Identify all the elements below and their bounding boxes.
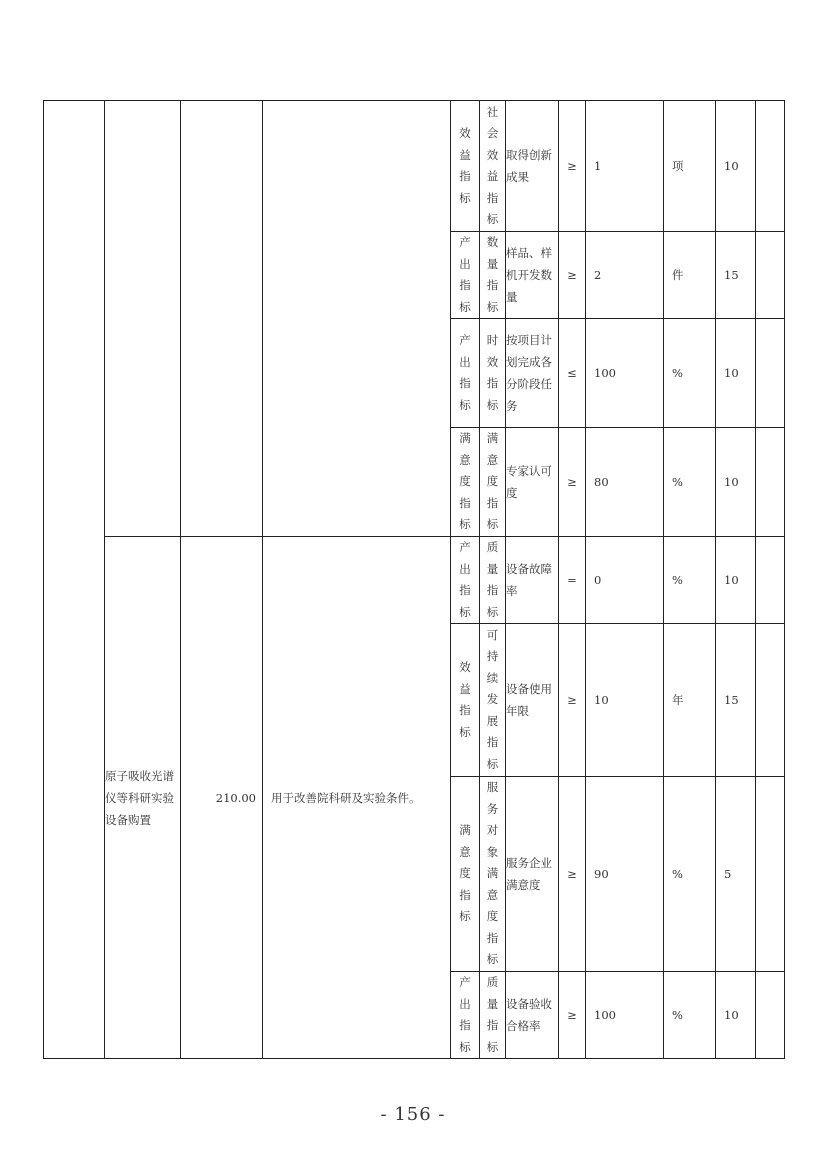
unit: % (664, 319, 716, 428)
unit: % (664, 972, 716, 1059)
level1-indicator: 满意度指标 (459, 823, 471, 924)
level1-indicator: 产出指标 (459, 333, 471, 412)
score: 5 (716, 777, 756, 972)
remark-cell (756, 777, 785, 972)
indicator-name: 取得创新成果 (506, 101, 559, 232)
indicator-name: 样品、样机开发数量 (506, 232, 559, 319)
level1-indicator: 产出指标 (459, 540, 471, 619)
department-cell (44, 101, 105, 1059)
level2-indicator: 质量指标 (486, 975, 499, 1054)
indicator-name: 设备故障率 (506, 537, 559, 624)
indicator-name: 设备使用年限 (506, 624, 559, 777)
target-value: 0 (586, 537, 664, 624)
score: 10 (716, 537, 756, 624)
score: 10 (716, 101, 756, 232)
unit: 项 (664, 101, 716, 232)
operator: = (559, 537, 586, 624)
level2-indicator: 服务对象满意度指标 (486, 780, 499, 967)
level2-indicator: 可持续发展指标 (486, 627, 499, 771)
score: 15 (716, 624, 756, 777)
level2-indicator: 满意度指标 (486, 431, 499, 532)
operator: ≥ (559, 101, 586, 232)
level2-indicator: 时效指标 (486, 333, 499, 412)
level1-indicator: 效益指标 (459, 660, 471, 739)
amount-cell: 210.00 (181, 537, 263, 1059)
purpose-cell (263, 101, 451, 537)
remark-cell (756, 232, 785, 319)
level1-indicator: 效益指标 (459, 126, 471, 205)
indicator-name: 专家认可度 (506, 428, 559, 537)
score: 10 (716, 428, 756, 537)
level1-indicator: 满意度指标 (459, 431, 471, 532)
indicator-name: 服务企业满意度 (506, 777, 559, 972)
page-number: - 156 - (380, 1104, 446, 1125)
remark-cell (756, 319, 785, 428)
performance-table (43, 100, 785, 1059)
operator: ≥ (559, 428, 586, 537)
remark-cell (756, 428, 785, 537)
target-value: 80 (586, 428, 664, 537)
target-value: 100 (586, 972, 664, 1059)
level2-indicator: 质量指标 (486, 540, 499, 619)
target-value: 100 (586, 319, 664, 428)
level2-indicator: 社会效益指标 (486, 104, 499, 226)
project-name-cell: 原子吸收光谱仪等科研实验设备购置 (105, 537, 181, 1059)
target-value: 90 (586, 777, 664, 972)
remark-cell (756, 537, 785, 624)
unit: 年 (664, 624, 716, 777)
level2-indicator: 数量指标 (486, 235, 499, 314)
operator: ≥ (559, 624, 586, 777)
remark-cell (756, 972, 785, 1059)
operator: ≥ (559, 972, 586, 1059)
level1-indicator: 产出指标 (459, 235, 471, 314)
amount-cell (181, 101, 263, 537)
score: 10 (716, 972, 756, 1059)
indicator-name: 设备验收合格率 (506, 972, 559, 1059)
level1-indicator: 产出指标 (459, 975, 471, 1054)
target-value: 1 (586, 101, 664, 232)
operator: ≤ (559, 319, 586, 428)
operator: ≥ (559, 232, 586, 319)
operator: ≥ (559, 777, 586, 972)
remark-cell (756, 101, 785, 232)
target-value: 10 (586, 624, 664, 777)
score: 10 (716, 319, 756, 428)
purpose-cell: 用于改善院科研及实验条件。 (263, 537, 451, 1059)
unit: % (664, 537, 716, 624)
remark-cell (756, 624, 785, 777)
unit: 件 (664, 232, 716, 319)
unit: % (664, 777, 716, 972)
project-name-cell (105, 101, 181, 537)
table-row (44, 537, 785, 624)
table-row (44, 101, 785, 232)
score: 15 (716, 232, 756, 319)
unit: % (664, 428, 716, 537)
indicator-name: 按项目计划完成各分阶段任务 (506, 319, 559, 428)
target-value: 2 (586, 232, 664, 319)
